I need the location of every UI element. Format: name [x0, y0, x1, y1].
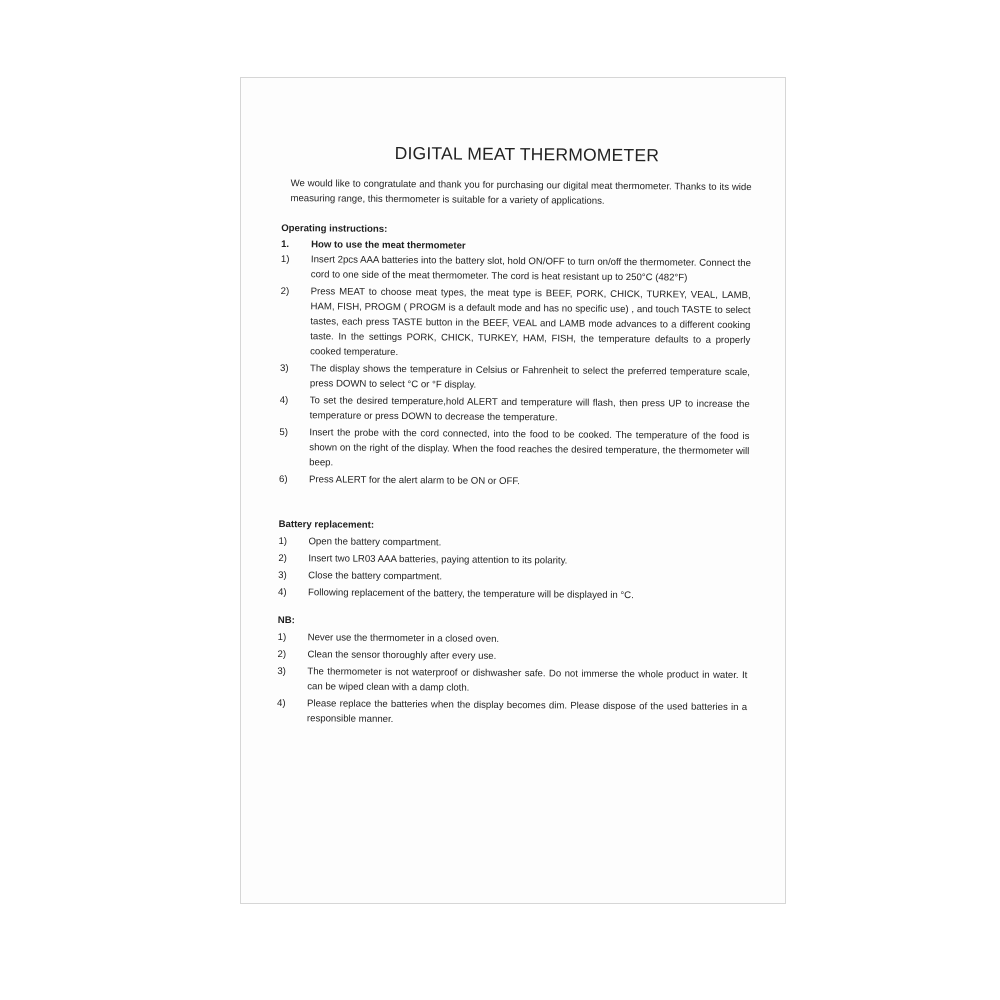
- item-text: Press ALERT for the alert alarm to be ON or OFF.: [308, 474, 520, 488]
- operating-list: [279, 252, 751, 491]
- battery-section: [278, 517, 749, 604]
- item-text: Never use the thermometer in a closed oven.: [307, 632, 500, 645]
- list-item: [279, 472, 749, 491]
- nb-list: [277, 630, 748, 730]
- item-number: 3): [278, 569, 287, 582]
- list-item: [278, 534, 748, 553]
- sheet-content: [277, 140, 752, 732]
- item-number: 4): [279, 394, 289, 407]
- list-item: [277, 696, 747, 730]
- item-number: 1): [277, 631, 287, 644]
- battery-list: [278, 534, 749, 604]
- document-title: DIGITAL MEAT THERMOMETER: [394, 142, 660, 166]
- instruction-sheet: [240, 77, 786, 904]
- item-number: 1): [280, 253, 290, 266]
- list-item: [278, 630, 748, 649]
- item-text: The display shows the temperature in Celsius or Fahrenheit to select the preferred temperature scale, press DOWN to select °C or °F display.: [309, 363, 751, 391]
- list-item: [280, 393, 750, 427]
- item-text: Insert 2pcs AAA batteries into the battery slot, hold ON/OFF to turn on/off the thermometer. Connect the cord to one side of the meat thermometer. The cord is heat resistant up to 250°C (482°F): [310, 254, 751, 284]
- item-number: 3): [279, 362, 289, 375]
- item-number: 2): [278, 552, 287, 565]
- item-text: Insert the probe with the cord connected, into the food to be cooked. The temperature of the food is shown on the right of the display. When the food reaches the desired temperature, the thermometer will beep.: [309, 427, 750, 469]
- list-item: [280, 361, 750, 395]
- item-text: Press MEAT to choose meat types, the meat type is BEEF, PORK, CHICK, TURKEY, VEAL, LAMB, HAM, FISH, PROGM ( PROGM is a default mode and has no specific use) , and touch TASTE to select tastes, each press TASTE button in the BEEF, VEAL and LAMB mode advances to a different cooking taste. In the settings PORK, CHICK, TURKEY, HAM, FISH, the temperature defaults to a properly cooked temperature.: [310, 286, 751, 359]
- operating-heading: Operating instructions:: [281, 222, 388, 235]
- item-text: To set the desired temperature,hold ALERT and temperature will flash, then press UP to increase the temperature or press DOWN to decrease the temperature.: [309, 395, 750, 424]
- subheading-number: 1.: [281, 238, 290, 251]
- item-number: 4): [278, 586, 287, 599]
- list-item: [277, 647, 747, 666]
- item-number: 2): [280, 285, 290, 298]
- operating-section: [279, 221, 751, 491]
- item-text: Close the battery compartment.: [308, 570, 443, 583]
- item-text: Clean the sensor thoroughly after every use.: [307, 649, 497, 662]
- list-item: [278, 568, 748, 587]
- intro-paragraph: We would like to congratulate and thank you for purchasing our digital meat thermometer. Thanks to its wide measuring range, this thermometer is suitable for a variety of applications.: [290, 178, 752, 207]
- item-text: Insert two LR03 AAA batteries, paying attention to its polarity.: [308, 553, 568, 567]
- list-item: [281, 252, 751, 286]
- item-number: 6): [278, 473, 288, 486]
- nb-heading: NB:: [277, 614, 295, 627]
- item-text: Open the battery compartment.: [308, 536, 442, 549]
- item-number: 3): [277, 665, 286, 678]
- list-item: [277, 664, 747, 698]
- list-item: [279, 425, 749, 474]
- list-item: [280, 284, 751, 363]
- battery-heading: Battery replacement:: [278, 518, 375, 531]
- item-text: Please replace the batteries when the display becomes dim. Please dispose of the used batteries in a responsible manner.: [306, 698, 748, 725]
- subheading-text: How to use the meat thermometer: [311, 239, 466, 252]
- item-text: Following replacement of the battery, the temperature will be displayed in °C.: [308, 587, 634, 602]
- item-number: 5): [279, 426, 289, 439]
- list-item: [278, 551, 748, 570]
- item-number: 1): [278, 535, 288, 548]
- list-item: [278, 585, 748, 604]
- item-text: The thermometer is not waterproof or dishwasher safe. Do not immerse the whole product in water. It can be wiped clean with a damp cloth.: [307, 666, 748, 694]
- item-number: 4): [277, 697, 286, 710]
- nb-section: [277, 613, 748, 730]
- item-number: 2): [277, 648, 287, 661]
